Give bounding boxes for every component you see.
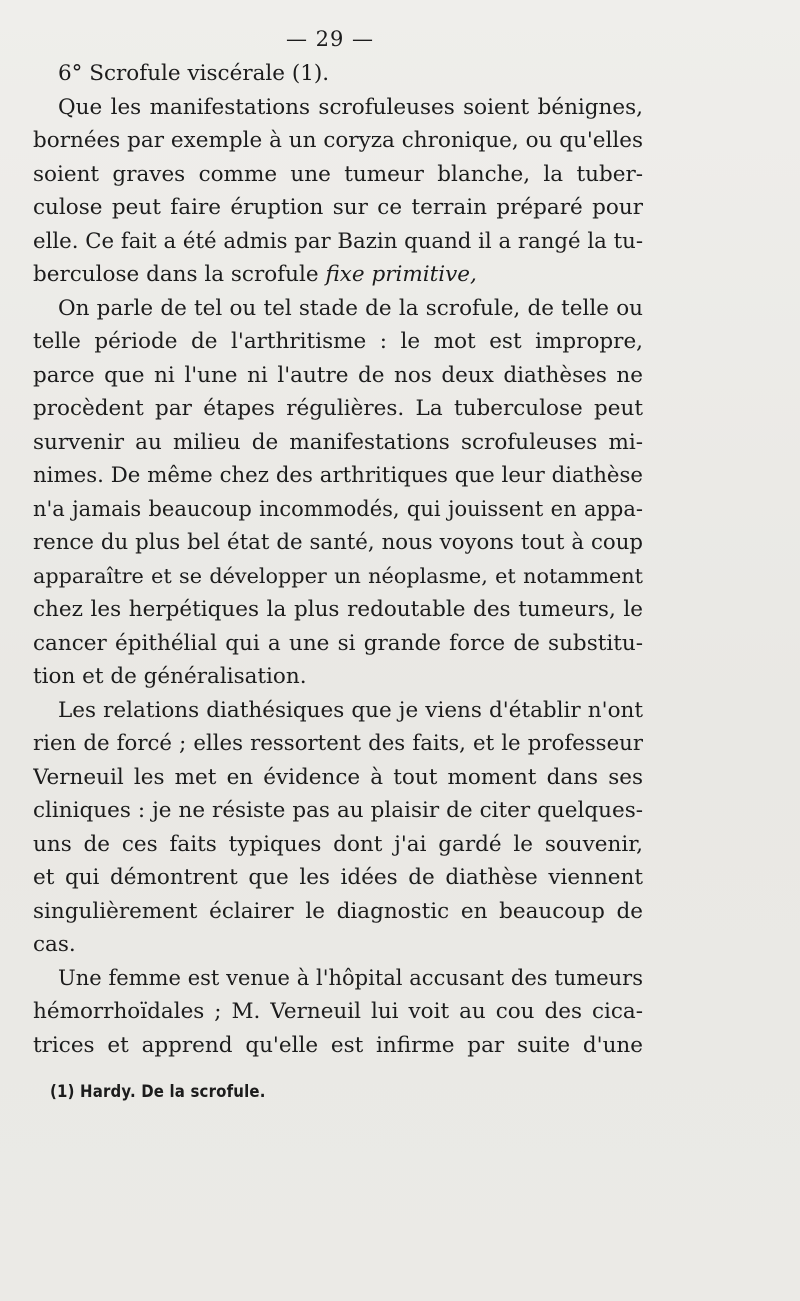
paragraph-1 bbox=[33, 91, 643, 292]
text-line: survenir au milieu de manifestations scrofuleuses mi- bbox=[33, 429, 643, 455]
paragraph-4 bbox=[33, 962, 643, 1063]
text-line: rien de forcé ; elles ressortent des faits, et le professeur bbox=[33, 731, 643, 756]
text-line: Que les manifestations scrofuleuses soient bénignes, bbox=[58, 94, 643, 120]
text-line: telle période de l'arthritisme : le mot est impropre, bbox=[33, 329, 643, 354]
text-line: trices et apprend qu'elle est infirme par suite d'une bbox=[33, 1032, 643, 1058]
section-heading: 6° Scrofule viscérale (1). bbox=[58, 61, 330, 86]
text-line: nimes. De même chez des arthritiques que leur diathèse bbox=[33, 463, 643, 488]
text-line: Les relations diathésiques que je viens d'établir n'ont bbox=[58, 697, 643, 723]
text-line: bornées par exemple à un coryza chronique, ou qu'elles bbox=[33, 128, 643, 153]
italic-term: fixe primitive, bbox=[325, 262, 477, 287]
text-line: Verneuil les met en évidence à tout moment dans ses bbox=[33, 764, 643, 790]
text-span: berculose dans la scrofule bbox=[33, 262, 326, 287]
text-line: On parle de tel ou tel stade de la scrofule, de telle ou bbox=[58, 295, 643, 321]
text-line: chez les herpétiques la plus redoutable des tumeurs, le bbox=[33, 597, 643, 622]
footnote: (1) Hardy. De la scrofule. bbox=[50, 1082, 266, 1102]
text-line: culose peut faire éruption sur ce terrain préparé pour bbox=[33, 195, 643, 220]
text-line: n'a jamais beaucoup incommodés, qui jouissent en appa- bbox=[33, 496, 643, 521]
text-line-last bbox=[33, 258, 643, 292]
text-line: cancer épithélial qui a une si grande force de substitu- bbox=[33, 630, 643, 656]
page-number: — 29 — bbox=[285, 27, 375, 51]
text-line: cliniques : je ne résiste pas au plaisir de citer quelques- bbox=[33, 798, 643, 823]
text-line: singulièrement éclairer le diagnostic en beaucoup de bbox=[33, 898, 643, 924]
text-line: et qui démontrent que les idées de diathèse viennent bbox=[33, 865, 643, 890]
text-line: rence du plus bel état de santé, nous voyons tout à coup bbox=[33, 530, 643, 555]
text-line: Une femme est venue à l'hôpital accusant des tumeurs bbox=[58, 965, 643, 990]
text-line: hémorrhoïdales ; M. Verneuil lui voit au cou des cica- bbox=[33, 999, 643, 1024]
text-line: parce que ni l'une ni l'autre de nos deux diathèses ne bbox=[33, 362, 643, 388]
text-line: uns de ces faits typiques dont j'ai gardé le souvenir, bbox=[33, 831, 643, 857]
text-line-last: tion et de généralisation. bbox=[33, 664, 307, 689]
text-line-last: cas. bbox=[33, 932, 76, 957]
paragraph-2 bbox=[33, 292, 643, 694]
body-text bbox=[33, 57, 643, 1062]
paragraph-3 bbox=[33, 694, 643, 962]
text-line: apparaître et se développer un néoplasme, et notamment bbox=[33, 563, 643, 588]
text-line: elle. Ce fait a été admis par Bazin quand il a rangé la tu- bbox=[33, 228, 643, 254]
text-line: procèdent par étapes régulières. La tuberculose peut bbox=[33, 396, 643, 421]
text-line: soient graves comme une tumeur blanche, la tuber- bbox=[33, 161, 643, 187]
